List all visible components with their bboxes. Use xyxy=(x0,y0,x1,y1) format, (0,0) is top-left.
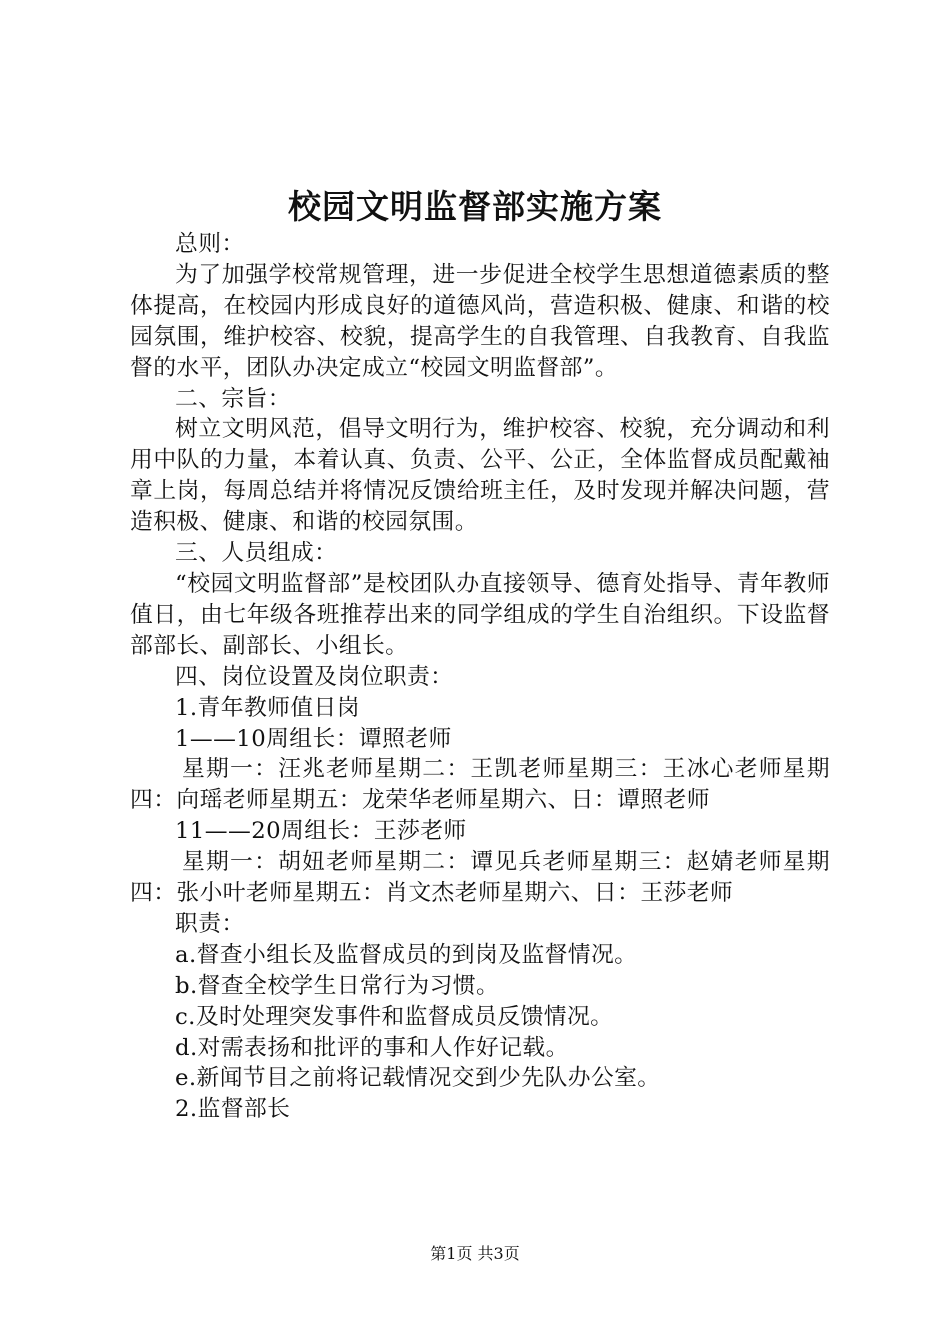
duty-item: a.督查小组长及监督成员的到岗及监督情况。 xyxy=(175,941,638,968)
page-footer: 第1页 共3页 xyxy=(430,1244,520,1263)
duty-item: e.新闻节目之前将记载情况交到少先队办公室。 xyxy=(175,1065,661,1092)
duty-item: d.对需表扬和批评的事和人作好记载。 xyxy=(175,1034,569,1061)
paragraph-general: 为了加强学校常规管理，进一步促进全校学生思想道德素质的整体提高，在校园内形成良好的道德风尚，营造积极、健康、和谐的校园氛围，维护校容、校貌，提高学生的自我管理、自我教育、自我监督的水平，团队办决定成立“校园文明监督部”。 xyxy=(130,261,830,381)
schedule-paragraph: 星期一：胡妞老师星期二：谭见兵老师星期三：赵婧老师星期四：张小叶老师星期五：肖文杰老师星期六、日：王莎老师 xyxy=(130,849,830,907)
list-item: 11——20周组长：王莎老师 xyxy=(175,818,467,845)
section-heading-duties: 职责： xyxy=(175,910,245,937)
section-heading-positions: 四、岗位设置及岗位职责： xyxy=(175,663,454,690)
section-heading-general: 总则： xyxy=(175,231,245,257)
duty-item: b.督查全校学生日常行为习惯。 xyxy=(175,972,500,999)
list-item: 2.监督部长 xyxy=(175,1096,291,1123)
document-title: 校园文明监督部实施方案 xyxy=(288,187,662,226)
list-item: 1.青年教师值日岗 xyxy=(175,694,360,721)
duty-item: c.及时处理突发事件和监督成员反馈情况。 xyxy=(175,1003,614,1030)
paragraph-purpose: 树立文明风范，倡导文明行为，维护校容、校貌，充分调动和利用中队的力量，本着认真、负责、公平、公正，全体监督成员配戴袖章上岗，每周总结并将情况反馈给班主任，及时发现并解决问题，营造积极、健康、和谐的校园氛围。 xyxy=(130,416,830,536)
section-heading-purpose: 二、宗旨： xyxy=(175,385,291,412)
paragraph-members: “校园文明监督部”是校团队办直接领导、德育处指导、青年教师值日，由七年级各班推荐出来的同学组成的学生自治组织。下设监督部部长、副部长、小组长。 xyxy=(130,570,830,659)
section-heading-members: 三、人员组成： xyxy=(175,540,338,567)
document-body xyxy=(130,229,830,1125)
schedule-paragraph: 星期一：汪兆老师星期二：王凯老师星期三：王冰心老师星期四：向瑶老师星期五：龙荣华老师星期六、日：谭照老师 xyxy=(130,756,830,814)
list-item: 1——10周组长：谭照老师 xyxy=(175,725,452,752)
